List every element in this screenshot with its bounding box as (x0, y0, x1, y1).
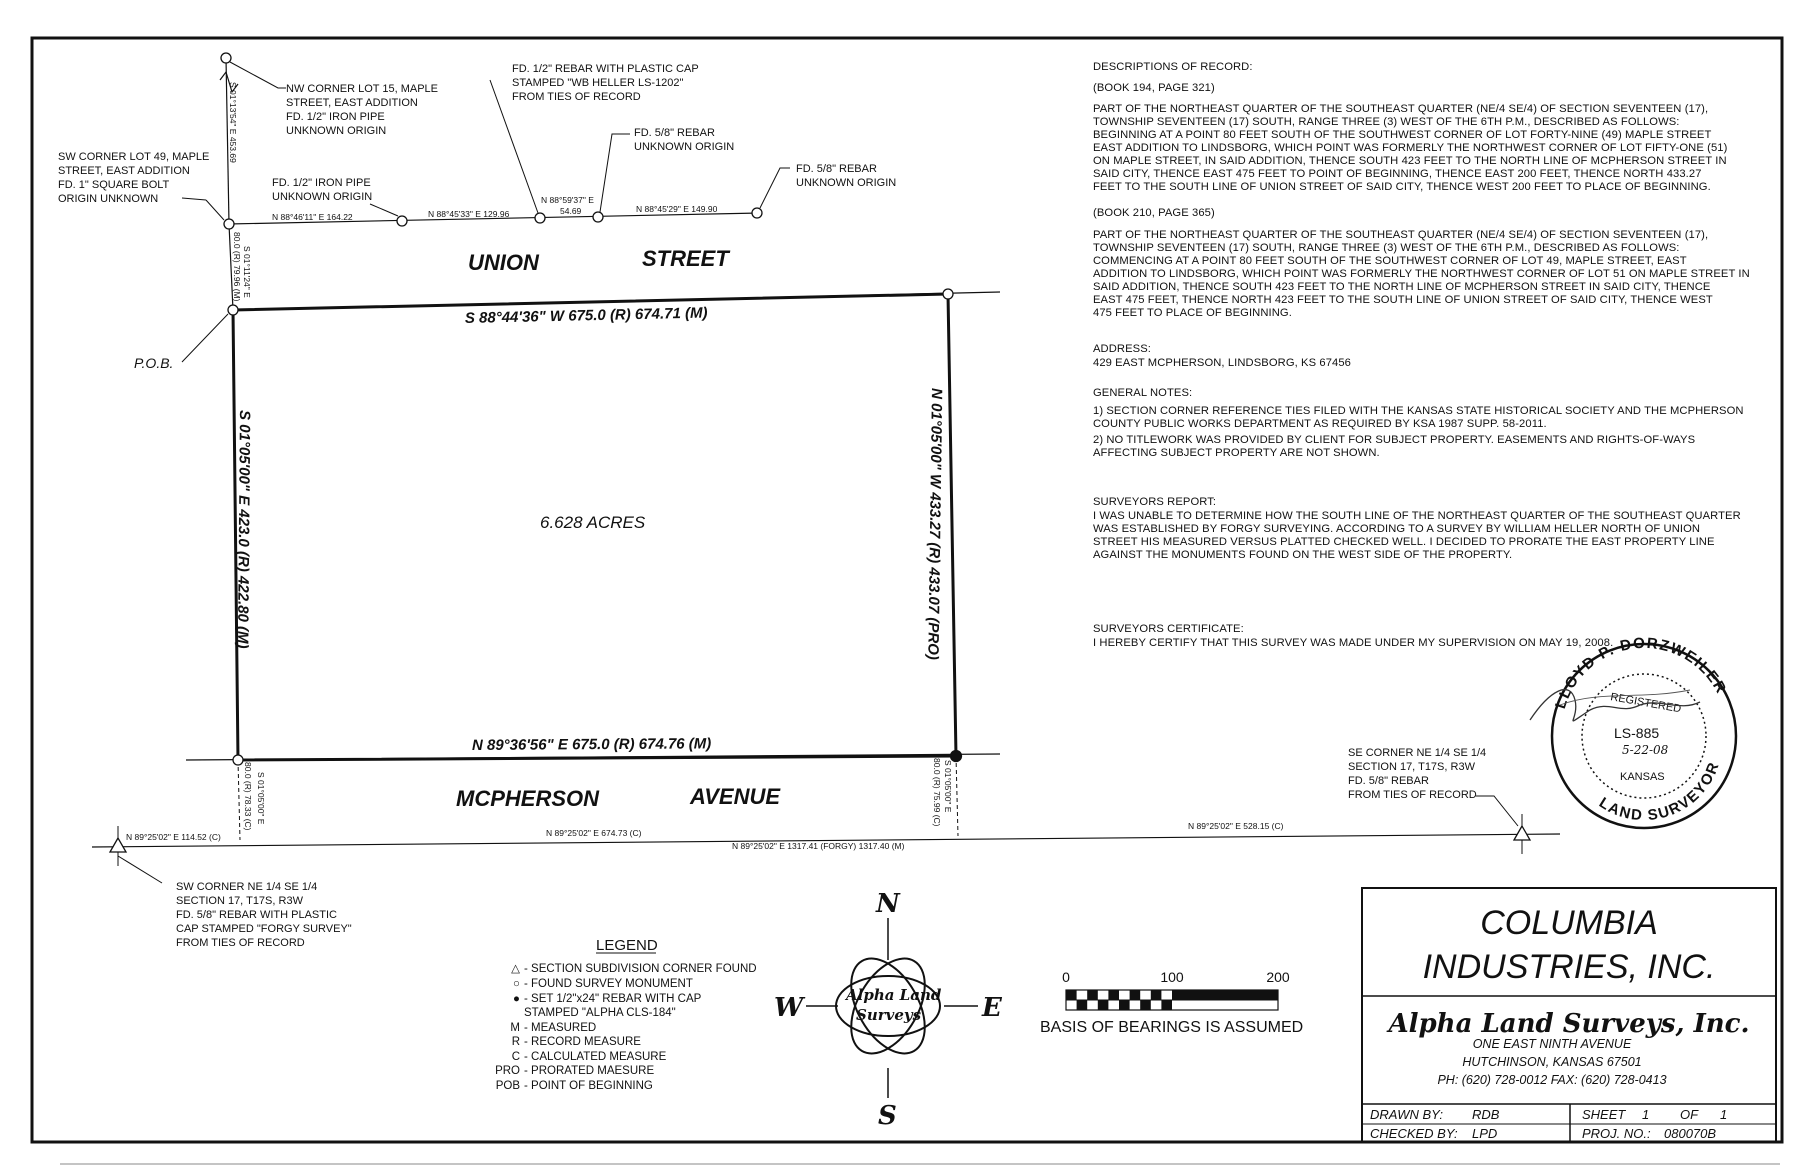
callout-rebar-58-a (634, 127, 734, 153)
svg-text:ADDITION TO LINDSBORG, WHICH P: ADDITION TO LINDSBORG, WHICH POINT WAS FORMERLY THE NORTHWEST CORNER OF LOT 51 ON MAPLE STREET IN (1093, 268, 1750, 280)
tie-bottom-2: N 89°25'02" E 674.73 (C) (546, 828, 642, 838)
svg-text:- SET 1/2"x24" REBAR WITH CAP: - SET 1/2"x24" REBAR WITH CAP (524, 993, 702, 1005)
svg-text:FROM TIES OF RECORD: FROM TIES OF RECORD (512, 91, 641, 103)
svg-text:STREET, EAST ADDITION: STREET, EAST ADDITION (286, 97, 418, 109)
book2-ref: (BOOK 210, PAGE 365) (1093, 207, 1215, 219)
certificate-text: I HEREBY CERTIFY THAT THIS SURVEY WAS MADE UNDER MY SUPERVISION ON MAY 19, 2008. (1093, 637, 1614, 649)
tie-top-3b: 54.69 (560, 206, 582, 216)
svg-text:C: C (511, 1051, 520, 1063)
monument-iron-pipe (397, 216, 407, 226)
svg-text:FD. 5/8" REBAR WITH PLASTIC: FD. 5/8" REBAR WITH PLASTIC (176, 909, 337, 921)
svg-text:FD. 5/8" REBAR: FD. 5/8" REBAR (796, 163, 877, 175)
svg-text:100: 100 (1160, 969, 1184, 985)
svg-text:△: △ (511, 963, 520, 975)
tie-bottom-4: N 89°25'02" E 1317.41 (FORGY) 1317.40 (M) (732, 841, 905, 851)
client-name-1: COLUMBIA (1480, 904, 1658, 942)
callout-iron-pipe (272, 177, 372, 203)
svg-text:UNKNOWN ORIGIN: UNKNOWN ORIGIN (272, 191, 373, 203)
svg-text:M: M (510, 1022, 520, 1034)
compass-n: N (876, 889, 900, 919)
svg-text:LAND SURVEYOR: LAND SURVEYOR (1595, 759, 1723, 825)
svg-text:- SECTION SUBDIVISION CORNER F: - SECTION SUBDIVISION CORNER FOUND (524, 963, 757, 975)
bearing-north: S 88°44'36" W 675.0 (R) 674.71 (M) (464, 304, 708, 327)
svg-text:LLOYD P. DORZWEILER: LLOYD P. DORZWEILER (1552, 634, 1730, 711)
svg-text:2) NO TITLEWORK WAS PROVIDED: 2) NO TITLEWORK WAS PROVIDED BY CLIENT FOR SUBJECT PROPERTY. EASEMENTS AND RIGHTS-OF-WAYS (1093, 434, 1696, 446)
tie-south-left-2: 80.0 (R) 78.33 (C) (243, 762, 253, 831)
street-mcpherson-2: AVENUE (690, 784, 781, 809)
svg-text:STREET, EAST ADDITION: STREET, EAST ADDITION (58, 165, 190, 177)
sheet-label: SHEET (1582, 1107, 1626, 1122)
svg-text:SAID ADDITION, THENCE SOUTH 42: SAID ADDITION, THENCE SOUTH 423 FEET TO THE NORTH LINE OF MCPHERSON STREET IN SAID CITY, THENCE (1093, 281, 1711, 293)
svg-text:AGAINST THE MONUMENTS FOUND ON: AGAINST THE MONUMENTS FOUND ON THE WEST SIDE OF THE PROPERTY. (1093, 549, 1513, 561)
monument-rebar-a (593, 212, 603, 222)
checked-by-label: CHECKED BY: (1370, 1126, 1458, 1141)
street-mcpherson-1: MCPHERSON (456, 786, 600, 811)
svg-text:COUNTY PUBLIC WORKS DEPARTMENT: COUNTY PUBLIC WORKS DEPARTMENT AS REQUIRED BY KSA 1987 SUPP. 58-2011. (1093, 418, 1547, 430)
svg-text:FROM TIES OF RECORD: FROM TIES OF RECORD (1348, 789, 1477, 801)
checked-by: LPD (1472, 1126, 1498, 1141)
firm-addr2: HUTCHINSON, KANSAS 67501 (1462, 1055, 1642, 1069)
svg-text:UNKNOWN ORIGIN: UNKNOWN ORIGIN (634, 141, 735, 153)
street-union-2: STREET (642, 246, 729, 271)
basis-of-bearings: BASIS OF BEARINGS IS ASSUMED (1040, 1019, 1304, 1036)
svg-text:REGISTERED: REGISTERED (1609, 691, 1682, 716)
certificate-heading: SURVEYORS CERTIFICATE: (1093, 623, 1244, 635)
firm-addr1: ONE EAST NINTH AVENUE (1472, 1037, 1632, 1051)
svg-text:475 FEET TO PLACE OF BEGINNING: 475 FEET TO PLACE OF BEGINNING. (1093, 307, 1292, 319)
callout-rebar-cap (512, 63, 699, 103)
legend-title: LEGEND (596, 937, 658, 954)
svg-text:TOWNSHIP SEVENTEEN (17) SOUTH,: TOWNSHIP SEVENTEEN (17) SOUTH, RANGE THREE (3) WEST OF THE 6TH P.M., DESCRIBED AS FOLLOWS: (1093, 242, 1680, 254)
monument-pob (228, 305, 238, 315)
compass-w: W (774, 993, 804, 1023)
north-arrow (774, 889, 1003, 1131)
pob-label: P.O.B. (134, 355, 174, 371)
svg-text:PRO: PRO (495, 1065, 520, 1077)
svg-text:FD. 5/8" REBAR: FD. 5/8" REBAR (1348, 775, 1429, 787)
svg-text:SAID CITY, THENCE EAST 475 FEE: SAID CITY, THENCE EAST 475 FEET TO POINT OF BEGINNING, THENCE EAST 200 FEET, THENCE NORTH 433.27 (1093, 168, 1702, 180)
svg-text:STAMPED "WB HELLER LS-1202": STAMPED "WB HELLER LS-1202" (512, 77, 684, 89)
sheet-total: 1 (1720, 1107, 1728, 1122)
street-union-1: UNION (468, 250, 539, 275)
tie-left-vert-top: S 01°13'54" E 453.69 (228, 82, 238, 163)
svg-text:EAST ADDITION TO LINDSBORG, WH: EAST ADDITION TO LINDSBORG, WHICH POINT WAS FORMERLY THE NORTHWEST CORNER OF LOT FIFTY-ONE (51) (1093, 142, 1728, 154)
parcel-acres: 6.628 ACRES (540, 513, 646, 532)
monument-sw-lot49 (224, 219, 234, 229)
svg-text:STAMPED "ALPHA CLS-184": STAMPED "ALPHA CLS-184" (524, 1007, 676, 1019)
svg-text:TOWNSHIP SEVENTEEN (17) SOUTH,: TOWNSHIP SEVENTEEN (17) SOUTH, RANGE THREE (3) WEST OF THE 6TH P.M., DESCRIBED AS FOLLOWS: (1093, 116, 1680, 128)
svg-text:200: 200 (1266, 969, 1290, 985)
svg-text:0: 0 (1062, 969, 1070, 985)
svg-text:FROM TIES OF RECORD: FROM TIES OF RECORD (176, 937, 305, 949)
proj-number: 080070B (1664, 1126, 1717, 1141)
svg-text:1) SECTION CORNER REFERENCE: 1) SECTION CORNER REFERENCE TIES FILED WITH THE KANSAS STATE HISTORICAL SOCIETY AND THE MCPHERSON (1093, 405, 1744, 417)
svg-text:UNKNOWN ORIGIN: UNKNOWN ORIGIN (286, 125, 387, 137)
drawn-by: RDB (1472, 1107, 1500, 1122)
sheet-number: 1 (1642, 1107, 1650, 1122)
monument-ne-parcel (943, 289, 953, 299)
monument-nw-lot15 (221, 53, 231, 63)
svg-text:SE CORNER NE 1/4 SE 1/4: SE CORNER NE 1/4 SE 1/4 (1348, 747, 1487, 759)
bearing-east: N 01°05'00" W 433.27 (R) 433.07 (PRO) (924, 387, 945, 660)
title-block (1362, 888, 1776, 1142)
svg-text:- FOUND SURVEY MONUMENT: - FOUND SURVEY MONUMENT (524, 978, 693, 990)
tie-left-union-2: S 01°11'24" E (242, 246, 252, 298)
svg-text:SECTION 17, T17S, R3W: SECTION 17, T17S, R3W (1348, 761, 1475, 773)
svg-text:EAST 475 FEET, THENCE NORTH 42: EAST 475 FEET, THENCE NORTH 423 FEET TO THE SOUTH LINE OF UNION STREET OF SAID CITY, THENCE WEST (1093, 294, 1713, 306)
svg-text:POB: POB (495, 1080, 520, 1092)
svg-text:- MEASURED: - MEASURED (524, 1022, 597, 1034)
svg-text:SW CORNER NE 1/4 SE 1/4: SW CORNER NE 1/4 SE 1/4 (176, 881, 318, 893)
monument-rebar-cap (535, 213, 545, 223)
svg-text:- POINT OF BEGINNING: - POINT OF BEGINNING (524, 1080, 653, 1092)
tie-top-2: N 88°45'33" E 129.96 (428, 209, 510, 219)
svg-text:WAS ESTABLISHED BY FORGY SURVE: WAS ESTABLISHED BY FORGY SURVEYING. ACCORDING TO A SURVEY BY WILLIAM HELLER NORTH OF UNION (1093, 523, 1701, 535)
svg-text:PART OF THE NORTHEAST QUARTER: PART OF THE NORTHEAST QUARTER OF THE SOUTHEAST QUARTER (NE/4 SE/4) OF SECTION SEVENTEEN (17), (1093, 229, 1709, 241)
callout-se-corner (1348, 747, 1486, 801)
svg-text:SECTION 17, T17S, R3W: SECTION 17, T17S, R3W (176, 895, 303, 907)
svg-text:R: R (511, 1036, 520, 1048)
svg-text:CAP STAMPED "FORGY SURVEY": CAP STAMPED "FORGY SURVEY" (176, 923, 352, 935)
compass-s: S (878, 1101, 897, 1131)
monument-rebar-b (752, 208, 762, 218)
firm-phone: PH: (620) 728-0012 FAX: (620) 728-0413 (1437, 1073, 1667, 1087)
bearing-west: S 01°05'00" E 423.0 (R) 422.80 (M) (233, 409, 253, 649)
firm-name: Alpha Land Surveys, Inc. (1388, 1009, 1750, 1039)
svg-text:AFFECTING SUBJECT PROPERTY ARE: AFFECTING SUBJECT PROPERTY ARE NOT SHOWN. (1093, 447, 1380, 459)
compass-logo-1: Alpha Land (846, 986, 942, 1004)
notes-block (1093, 61, 1750, 649)
svg-text:- CALCULATED MEASURE: - CALCULATED MEASURE (524, 1051, 667, 1063)
svg-text:UNKNOWN ORIGIN: UNKNOWN ORIGIN (796, 177, 897, 189)
svg-text:ORIGIN UNKNOWN: ORIGIN UNKNOWN (58, 193, 159, 205)
svg-text:●: ● (513, 993, 520, 1005)
monument-sw-parcel (233, 755, 243, 765)
book1-ref: (BOOK 194, PAGE 321) (1093, 82, 1215, 94)
callout-rebar-58-b (796, 163, 896, 189)
general-notes-heading: GENERAL NOTES: (1093, 387, 1193, 399)
svg-text:- RECORD MEASURE: - RECORD MEASURE (524, 1036, 641, 1048)
compass-e: E (982, 993, 1002, 1023)
callout-sw-corner-lot49 (58, 151, 209, 205)
surveyor-seal (1530, 635, 1736, 828)
tie-south-left-1: S 01°05'00" E (256, 772, 266, 825)
address-value: 429 EAST MCPHERSON, LINDSBORG, KS 67456 (1093, 357, 1351, 369)
legend (495, 937, 757, 1092)
descriptions-heading: DESCRIPTIONS OF RECORD: (1093, 61, 1253, 73)
scale-bar (1040, 969, 1303, 1036)
svg-text:5-22-08: 5-22-08 (1622, 743, 1669, 757)
svg-text:FD. 1/2" IRON PIPE: FD. 1/2" IRON PIPE (286, 111, 385, 123)
svg-text:- PRORATED MAESURE: - PRORATED MAESURE (524, 1065, 655, 1077)
svg-text:NW CORNER LOT 15, MAPLE: NW CORNER LOT 15, MAPLE (286, 83, 438, 95)
svg-text:FEET TO THE SOUTH LINE OF UNIO: FEET TO THE SOUTH LINE OF UNION STREET OF SAID CITY, THENCE WEST 200 FEET TO PLACE OF BEGINNING. (1093, 181, 1711, 193)
svg-text:FD. 1/2" REBAR WITH PLASTIC CA: FD. 1/2" REBAR WITH PLASTIC CAP (512, 63, 699, 75)
tie-top-3: N 88°59'37" E (541, 195, 594, 205)
tie-bottom-3: N 89°25'02" E 528.15 (C) (1188, 821, 1284, 831)
tie-left-union-1: 80.0 (R) 79.96 (M) (232, 232, 242, 302)
callout-sw-corner-ne (176, 881, 352, 949)
svg-text:SW CORNER LOT 49, MAPLE: SW CORNER LOT 49, MAPLE (58, 151, 210, 163)
svg-text:I WAS UNABLE TO DETERMINE HOW: I WAS UNABLE TO DETERMINE HOW THE SOUTH LINE OF THE NORTHEAST QUARTER OF THE SOUTHEAST QUARTER (1093, 510, 1741, 522)
drawn-by-label: DRAWN BY: (1370, 1107, 1443, 1122)
svg-text:FD. 1/2" IRON PIPE: FD. 1/2" IRON PIPE (272, 177, 371, 189)
callout-nw-corner (286, 83, 438, 137)
svg-text:STREET HIS MEASURED VERSUS PLA: STREET HIS MEASURED VERSUS PLATTED CHECKED WELL. I DECIDED TO PRORATE THE EAST PROPERTY LINE (1093, 536, 1715, 548)
bearing-south: N 89°36'56" E 675.0 (R) 674.76 (M) (471, 735, 712, 754)
proj-label: PROJ. NO.: (1582, 1126, 1651, 1141)
svg-text:LS-885: LS-885 (1614, 725, 1660, 741)
compass-logo-2: Surveys (856, 1006, 922, 1024)
tie-top-1: N 88°46'11" E 164.22 (272, 212, 353, 222)
svg-text:FD. 5/8" REBAR: FD. 5/8" REBAR (634, 127, 715, 139)
tie-south-right-2: 80.0 (R) 75.99 (C) (932, 758, 942, 827)
svg-text:BEGINNING AT A POINT 80 FEET S: BEGINNING AT A POINT 80 FEET SOUTH OF THE SOUTHWEST CORNER OF LOT FORTY-NINE (49) MAPLE STREET (1093, 129, 1712, 141)
tie-bottom-1: N 89°25'02" E 114.52 (C) (126, 832, 221, 842)
tie-south-right-1: S 01°05'00" E (943, 760, 953, 813)
sheet-of-label: OF (1680, 1107, 1699, 1122)
address-heading: ADDRESS: (1093, 343, 1151, 355)
tie-top-4: N 88°45'29" E 149.90 (636, 204, 718, 214)
client-name-2: INDUSTRIES, INC. (1422, 948, 1716, 986)
report-heading: SURVEYORS REPORT: (1093, 496, 1217, 508)
svg-text:COMMENCING AT A POINT 80 FEET: COMMENCING AT A POINT 80 FEET SOUTH OF THE SOUTHWEST CORNER OF LOT 49, MAPLE STREET, EAST (1093, 255, 1687, 267)
svg-text:PART OF THE NORTHEAST QUARTER: PART OF THE NORTHEAST QUARTER OF THE SOUTHEAST QUARTER (NE/4 SE/4) OF SECTION SEVENTEEN (17), (1093, 103, 1709, 115)
svg-text:FD. 1" SQUARE BOLT: FD. 1" SQUARE BOLT (58, 179, 170, 191)
svg-text:○: ○ (513, 978, 520, 990)
svg-text:ON MAPLE STREET, IN SAID ADDIT: ON MAPLE STREET, IN SAID ADDITION, THENCE SOUTH 423 FEET TO THE NORTH LINE OF MCPHERSON STREET IN (1093, 155, 1727, 167)
svg-text:KANSAS: KANSAS (1620, 771, 1665, 783)
